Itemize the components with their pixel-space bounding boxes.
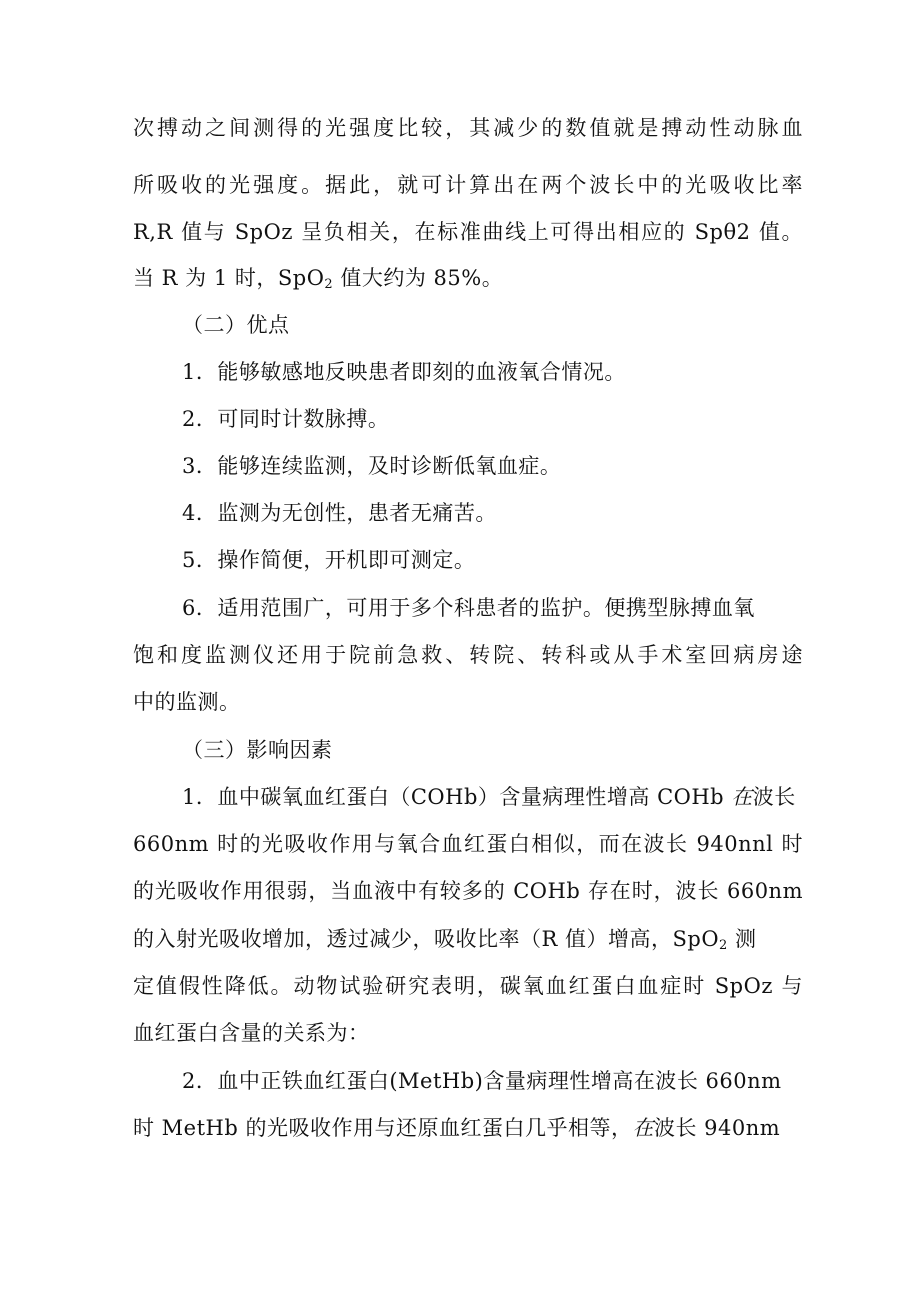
paragraph-line-12: 饱和度监测仪还用于院前急救、转院、转科或从手术室回病房途 (133, 643, 803, 667)
list-item-3: 3．能够连续监测，及时诊断低氧血症。 (182, 454, 562, 478)
text-segment: 时 MetHb 的光吸收作用与还原血红蛋白几乎相等， (133, 1116, 633, 1140)
paragraph-line-21: 2．血中正铁血红蛋白(MetHb)含量病理性增高在波长 660nm (182, 1069, 782, 1093)
paragraph-line-17: 的光吸收作用很弱，当血液中有较多的 COHb 存在时，波长 660nm (133, 879, 803, 903)
section-heading-advantages: （二）优点 (182, 313, 290, 337)
paragraph-line-22 (133, 1113, 803, 1143)
text-segment: 的入射光吸收增加，透过减少，吸收比率（R 值）增高，SpO (133, 927, 720, 951)
paragraph-line-16: 660nm 时的光吸收作用与氧合血红蛋白相似，而在波长 940nnl 时 (133, 832, 803, 856)
text-segment: 波长 940nm (653, 1116, 781, 1140)
paragraph-line-19: 定值假性降低。动物试验研究表明，碳氧血红蛋白血症时 SpOz 与 (133, 974, 803, 998)
text-segment: 波长 (752, 785, 796, 809)
text-segment-italic: 在 (731, 785, 753, 809)
paragraph-line-1: 次搏动之间测得的光强度比较，其减少的数值就是搏动性动脉血 (133, 116, 803, 140)
list-item-4: 4．监测为无创性，患者无痛苦。 (182, 501, 497, 525)
section-heading-factors: （三）影响因素 (182, 738, 333, 762)
paragraph-line-15 (182, 782, 803, 812)
paragraph-line-2: 所吸收的光强度。据此，就可计算出在两个波长中的光吸收比率 (133, 173, 803, 197)
paragraph-line-3: R,R 值与 SpOz 呈负相关，在标准曲线上可得出相应的 Spθ2 值。 (133, 220, 803, 244)
paragraph-line-20: 血红蛋白含量的关系为： (133, 1021, 370, 1045)
list-item-6: 6．适用范围广，可用于多个科患者的监护。便携型脉搏血氧 (182, 596, 755, 620)
text-segment: 值大约为 85%。 (333, 266, 504, 290)
list-item-2: 2．可同时计数脉搏。 (182, 407, 390, 431)
paragraph-line-4 (133, 263, 803, 293)
text-segment: 1．血中碳氧血红蛋白（COHb）含量病理性增高 COHb (182, 785, 732, 809)
subscript: 2 (719, 938, 728, 953)
list-item-1: 1．能够敏感地反映患者即刻的血液氧合情况。 (182, 360, 626, 384)
paragraph-line-13: 中的监测。 (133, 690, 241, 714)
list-item-5: 5．操作简便，开机即可测定。 (182, 548, 476, 572)
text-segment-italic: 在 (632, 1116, 654, 1140)
paragraph-line-18 (133, 924, 803, 954)
subscript: 2 (324, 277, 334, 292)
text-segment: 当 R 为 1 时，SpO (133, 266, 325, 290)
text-segment: 测 (727, 927, 757, 951)
